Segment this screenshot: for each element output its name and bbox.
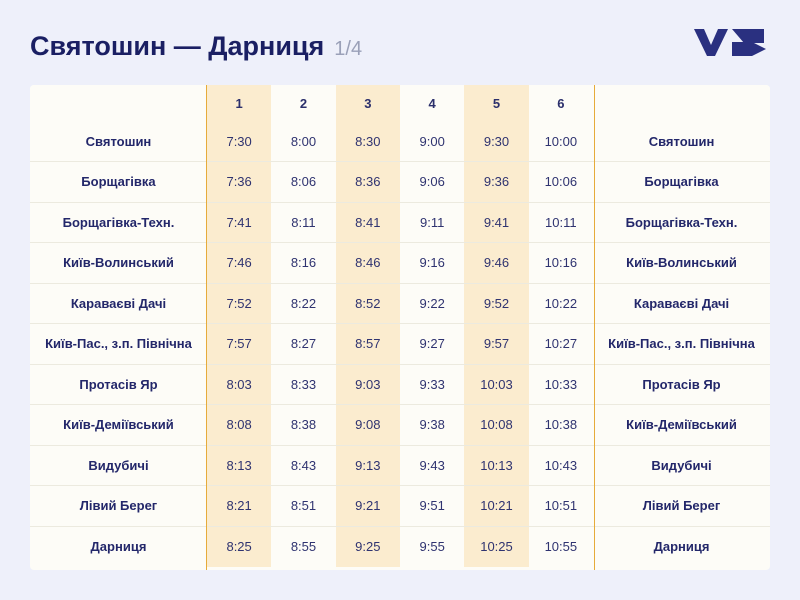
station-name-left: Дарниця: [30, 526, 207, 567]
time-cell: 8:41: [336, 202, 400, 243]
header-train-2: 2: [271, 85, 335, 121]
time-cell: 8:30: [336, 121, 400, 162]
header-station-right: [593, 85, 770, 121]
station-name-right: Видубичі: [593, 445, 770, 486]
time-cell: 10:06: [529, 162, 593, 203]
time-cell: 8:33: [271, 364, 335, 405]
time-cell: 8:03: [207, 364, 271, 405]
time-cell: 9:00: [419, 133, 445, 149]
timetable-card: [30, 85, 770, 570]
time-cell: 8:00: [290, 133, 317, 149]
header-train-1: 1: [207, 85, 271, 121]
uz-logo-icon: [692, 25, 770, 68]
time-cell: 8:21: [207, 486, 271, 527]
time-cell: 9:43: [400, 445, 464, 486]
time-cell: 8:57: [336, 324, 400, 365]
time-cell: 8:43: [271, 445, 335, 486]
time-cell: 8:22: [271, 283, 335, 324]
time-cell: 9:08: [336, 405, 400, 446]
header-station-left: [30, 85, 207, 121]
time-cell: 8:38: [271, 405, 335, 446]
station-name-left: Київ-Пас., з.п. Північна: [30, 324, 207, 365]
table-row: [30, 162, 770, 203]
time-cell: 10:27: [529, 324, 593, 365]
timetable: [30, 85, 770, 567]
time-cell: 9:33: [400, 364, 464, 405]
station-name-right: Лівий Берег: [593, 486, 770, 527]
station-name-right: Дарниця: [593, 526, 770, 567]
table-row: [30, 324, 770, 365]
station-name-right: Борщагівка-Техн.: [593, 202, 770, 243]
time-cell: 10:03: [464, 364, 528, 405]
divider-right: [594, 85, 595, 570]
time-cell: 8:25: [207, 526, 271, 567]
time-cell: 8:52: [336, 283, 400, 324]
time-cell: 10:55: [529, 526, 593, 567]
station-name-left: Лівий Берег: [30, 486, 207, 527]
station-name-left: Київ-Деміївський: [30, 405, 207, 446]
time-cell: 8:27: [271, 324, 335, 365]
time-cell: 8:06: [271, 162, 335, 203]
time-cell: 10:33: [529, 364, 593, 405]
time-cell: 8:08: [207, 405, 271, 446]
station-name-left: Борщагівка-Техн.: [30, 202, 207, 243]
table-row: [30, 364, 770, 405]
table-row: [30, 121, 770, 162]
station-name-right: Київ-Волинський: [593, 243, 770, 284]
time-cell: 9:27: [400, 324, 464, 365]
time-cell: 10:13: [464, 445, 528, 486]
time-cell: 7:36: [207, 162, 271, 203]
station-name-left: Борщагівка: [30, 162, 207, 203]
time-cell: 7:46: [207, 243, 271, 284]
time-cell: 10:21: [464, 486, 528, 527]
time-cell: 9:38: [400, 405, 464, 446]
time-cell: 10:11: [529, 202, 593, 243]
station-name-right: Київ-Деміївський: [593, 405, 770, 446]
time-cell: 7:41: [207, 202, 271, 243]
time-cell: 9:22: [400, 283, 464, 324]
station-name-left: Видубичі: [30, 445, 207, 486]
time-cell: 8:13: [207, 445, 271, 486]
table-row: [30, 243, 770, 284]
header-train-4: 4: [400, 85, 464, 121]
time-cell: 9:13: [336, 445, 400, 486]
station-name-right: Протасів Яр: [593, 364, 770, 405]
time-cell: 10:51: [529, 486, 593, 527]
time-cell: 9:25: [336, 526, 400, 567]
page-title: Святошин — Дарниця: [30, 30, 325, 61]
title-group: [30, 31, 362, 62]
time-cell: 10:00: [544, 133, 578, 149]
time-cell: 8:46: [336, 243, 400, 284]
page-header: [30, 22, 770, 70]
time-cell: 9:57: [464, 324, 528, 365]
station-name-left: Київ-Волинський: [30, 243, 207, 284]
time-cell: 9:11: [400, 202, 464, 243]
time-cell: 9:30: [464, 121, 528, 162]
time-cell: 10:22: [529, 283, 593, 324]
table-row: [30, 405, 770, 446]
table-row: [30, 526, 770, 567]
time-cell: 9:52: [464, 283, 528, 324]
time-cell: 8:36: [336, 162, 400, 203]
time-cell: 9:55: [400, 526, 464, 567]
time-cell: 8:11: [271, 202, 335, 243]
time-cell: 7:30: [207, 121, 271, 162]
time-cell: 8:55: [271, 526, 335, 567]
station-name-right: Святошин: [648, 133, 715, 149]
station-name-right: Караваєві Дачі: [593, 283, 770, 324]
time-cell: 7:57: [207, 324, 271, 365]
time-cell: 10:25: [464, 526, 528, 567]
station-name-left: Протасів Яр: [30, 364, 207, 405]
table-header-row: [30, 85, 770, 121]
time-cell: 7:52: [207, 283, 271, 324]
table-row: [30, 486, 770, 527]
header-train-6: 6: [529, 85, 593, 121]
time-cell: 10:08: [464, 405, 528, 446]
station-name-left: Караваєві Дачі: [30, 283, 207, 324]
time-cell: 10:38: [529, 405, 593, 446]
table-row: [30, 283, 770, 324]
time-cell: 9:03: [336, 364, 400, 405]
station-name-right: Борщагівка: [593, 162, 770, 203]
table-row: [30, 445, 770, 486]
time-cell: 9:51: [400, 486, 464, 527]
page-indicator: 1/4: [334, 37, 363, 60]
time-cell: 9:36: [464, 162, 528, 203]
time-cell: 8:51: [271, 486, 335, 527]
time-cell: 10:16: [529, 243, 593, 284]
time-cell: 9:41: [464, 202, 528, 243]
timetable-body: [30, 121, 770, 567]
time-cell: 9:16: [400, 243, 464, 284]
station-name-right: Київ-Пас., з.п. Північна: [593, 324, 770, 365]
header-train-3: 3: [336, 85, 400, 121]
time-cell: 8:16: [271, 243, 335, 284]
time-cell: 9:46: [464, 243, 528, 284]
time-cell: 9:21: [336, 486, 400, 527]
table-row: [30, 202, 770, 243]
header-train-5: 5: [464, 85, 528, 121]
time-cell: 9:06: [400, 162, 464, 203]
divider-left: [206, 85, 207, 570]
time-cell: 10:43: [529, 445, 593, 486]
station-name-left: Святошин: [85, 133, 152, 149]
